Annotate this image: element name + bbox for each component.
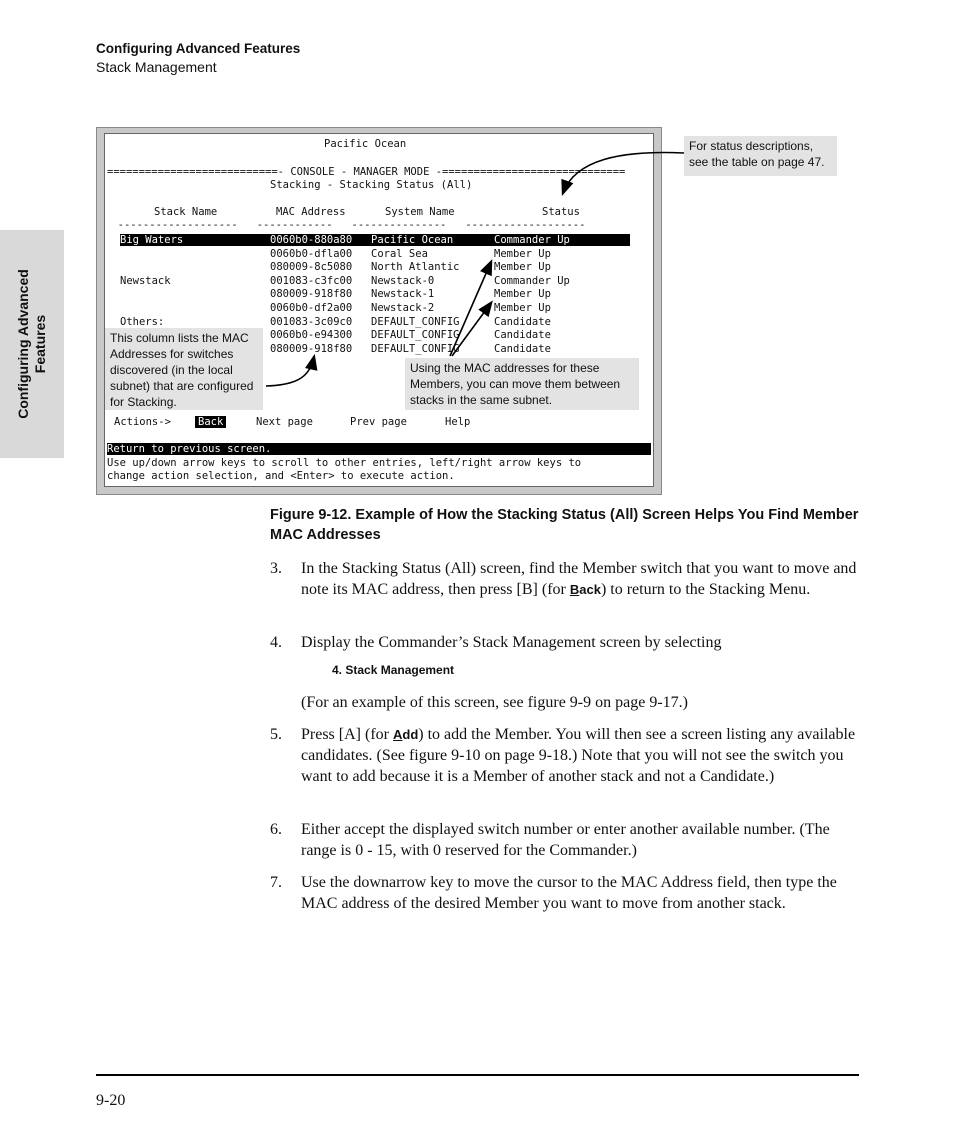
row-stack-cell[interactable]: Others: xyxy=(120,315,165,328)
add-key-label: Add xyxy=(392,727,419,742)
actions-label: Actions-> xyxy=(114,416,171,428)
action-back[interactable]: Back xyxy=(195,416,226,428)
figure-caption: Figure 9-12. Example of How the Stacking Status (All) Screen Helps You Find Member MAC Addresses xyxy=(270,507,859,543)
console-status-bar: Return to previous screen. xyxy=(107,443,651,455)
row-status-cell[interactable]: Member Up xyxy=(494,247,551,260)
row-mac-cell[interactable]: 080009-8c5080 xyxy=(270,261,353,274)
row-system-cell[interactable]: Newstack-2 xyxy=(371,302,435,314)
column-header-mac-address: MAC Address xyxy=(276,206,346,218)
row-status-cell[interactable]: Candidate xyxy=(494,315,551,328)
column-header-system-name: System Name xyxy=(385,206,455,218)
row-stack-cell[interactable]: Big Waters xyxy=(120,234,184,246)
row-status-cell[interactable]: Member Up xyxy=(494,302,551,314)
row-mac-cell[interactable]: 0060b0-e94300 xyxy=(270,329,353,342)
column-underline: ------------------- ------------ --------------- ------------------- xyxy=(105,219,586,231)
callout-status-descriptions: For status descriptions, see the table on page 47. xyxy=(684,136,837,176)
row-mac-cell[interactable]: 080009-918f80 xyxy=(270,288,353,301)
row-status-cell[interactable]: Member Up xyxy=(494,288,551,301)
back-key-label: Back xyxy=(569,582,601,597)
console-subtitle: Stacking - Stacking Status (All) xyxy=(270,179,473,191)
step-number: 7. xyxy=(270,874,282,891)
row-system-cell[interactable]: DEFAULT_CONFIG xyxy=(371,342,460,355)
console-mode-line: ===========================- CONSOLE - MANAGER MODE -============================= xyxy=(107,166,626,178)
row-system-cell[interactable]: North Atlantic xyxy=(371,261,460,274)
column-header-stack-name: Stack Name xyxy=(154,206,218,218)
console-title: Pacific Ocean xyxy=(324,138,407,150)
row-system-cell[interactable]: Pacific Ocean xyxy=(371,234,454,246)
row-mac-cell[interactable]: 0060b0-dfla00 xyxy=(270,247,353,260)
row-system-cell[interactable]: DEFAULT_CONFIG xyxy=(371,315,460,328)
running-header-chapter: Configuring Advanced Features xyxy=(96,41,301,56)
arrow-to-member-row-1 xyxy=(450,262,491,356)
arrow-to-mac-column xyxy=(266,357,314,386)
arrow-to-status-column xyxy=(563,152,684,193)
step-number: 3. xyxy=(270,560,282,577)
running-header-section: Stack Management xyxy=(96,59,217,75)
row-status-cell[interactable]: Commander Up xyxy=(494,274,570,287)
action-next-page[interactable]: Next page xyxy=(256,416,313,428)
footer-rule xyxy=(96,1074,859,1076)
row-mac-cell[interactable]: 080009-918f80 xyxy=(270,342,353,355)
row-status-cell[interactable]: Candidate xyxy=(494,342,551,355)
console-help-line-1: Use up/down arrow keys to scroll to other entries, left/right arrow keys to xyxy=(107,457,582,469)
column-header-status: Status xyxy=(542,206,580,218)
row-mac-cell[interactable]: 0060b0-df2a00 xyxy=(270,302,353,314)
row-status-cell[interactable]: Commander Up xyxy=(494,234,570,246)
row-system-cell[interactable]: DEFAULT_CONFIG xyxy=(371,329,460,342)
step-number: 5. xyxy=(270,726,282,743)
action-help[interactable]: Help xyxy=(445,416,471,428)
side-tab-label: Configuring Advanced Features xyxy=(15,269,48,419)
row-mac-cell[interactable]: 0060b0-880a80 xyxy=(270,234,353,246)
row-system-cell[interactable]: Newstack-1 xyxy=(371,288,435,301)
row-mac-cell[interactable]: 001083-c3fc00 xyxy=(270,274,353,287)
action-prev-page[interactable]: Prev page xyxy=(350,416,407,428)
arrow-to-member-row-2 xyxy=(452,303,491,356)
row-system-cell[interactable]: Newstack-0 xyxy=(371,274,435,287)
console-help-line-2: change action selection, and <Enter> to execute action. xyxy=(107,470,455,482)
page-number: 9-20 xyxy=(96,1092,126,1109)
row-mac-cell[interactable]: 001083-3c09c0 xyxy=(270,315,353,328)
row-stack-cell[interactable]: Newstack xyxy=(120,274,171,287)
row-status-cell[interactable]: Candidate xyxy=(494,329,551,342)
row-system-cell[interactable]: Coral Sea xyxy=(371,247,428,260)
step-number: 4. xyxy=(270,634,282,651)
callout-mac-column: This column lists the MAC Addresses for switches discovered (in the local subnet) that are configured for Stacking. xyxy=(105,328,263,410)
step-number: 6. xyxy=(270,821,282,838)
menu-selection-stack-management: 4. Stack Management xyxy=(332,663,455,677)
callout-arrows xyxy=(0,0,954,500)
row-status-cell[interactable]: Member Up xyxy=(494,261,551,274)
callout-members: Using the MAC addresses for these Members, you can move them between stacks in the same subnet. xyxy=(405,358,639,410)
